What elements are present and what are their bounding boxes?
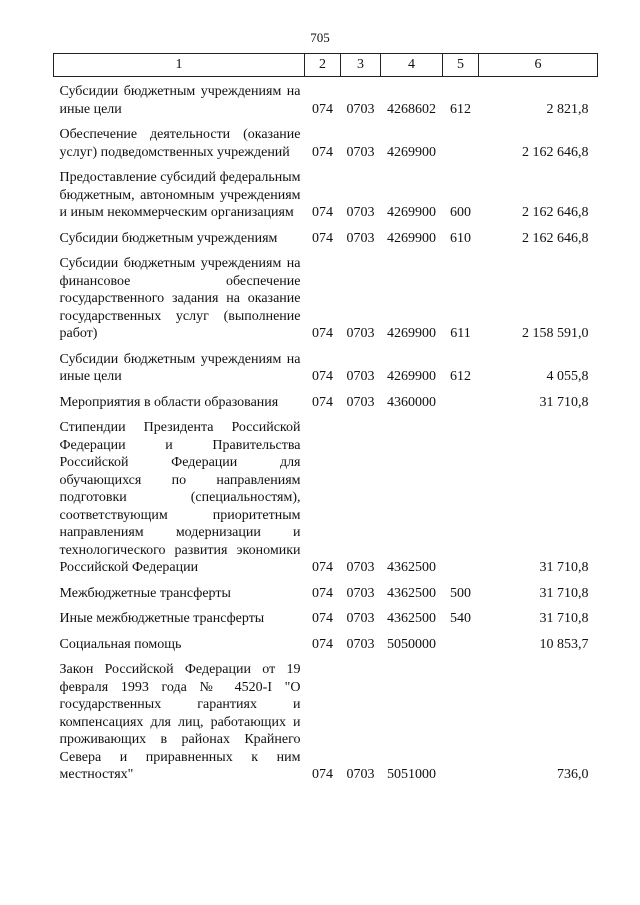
budget-table <box>53 53 598 792</box>
item-name: Иные межбюджетные трансферты <box>59 611 265 626</box>
target-article-code: 4360000 <box>387 394 436 410</box>
column-header-2: 2 <box>305 54 341 77</box>
ministry-code: 074 <box>312 205 333 220</box>
ministry-code: 074 <box>312 144 333 160</box>
expense-type-code <box>443 394 479 420</box>
amount: 4 055,8 <box>546 369 589 384</box>
table-row <box>54 394 598 420</box>
expense-type-code: 611 <box>450 326 471 341</box>
amount: 2 821,8 <box>546 101 589 117</box>
ministry-code: 074 <box>312 560 333 575</box>
expense-type-code: 612 <box>450 369 471 384</box>
page-number: 705 <box>310 30 330 45</box>
amount: 31 710,8 <box>539 585 589 601</box>
column-header-4: 4 <box>381 54 443 77</box>
column-header-6: 6 <box>479 54 598 77</box>
ministry-code: 074 <box>312 611 333 626</box>
table-row <box>54 351 598 394</box>
section-code: 0703 <box>346 230 375 246</box>
expense-type-code: 610 <box>450 230 471 246</box>
target-article-code: 4269900 <box>387 326 436 341</box>
expense-type-code <box>443 419 479 585</box>
table-row <box>54 126 598 169</box>
amount: 31 710,8 <box>539 611 589 626</box>
target-article-code: 4362500 <box>387 560 436 575</box>
table-row <box>54 419 598 585</box>
amount: 2 158 591,0 <box>522 326 589 341</box>
target-article-code: 4269900 <box>387 205 436 220</box>
table-row <box>54 661 598 792</box>
section-code: 0703 <box>346 369 375 384</box>
item-name: Субсидии бюджетным учреждениям <box>59 230 278 246</box>
target-article-code: 4268602 <box>387 101 436 117</box>
table-row <box>54 610 598 636</box>
table-row <box>54 77 598 127</box>
amount: 31 710,8 <box>539 394 589 410</box>
amount: 2 162 646,8 <box>522 205 589 220</box>
column-header-3: 3 <box>341 54 381 77</box>
section-code: 0703 <box>346 101 375 117</box>
ministry-code: 074 <box>312 394 333 410</box>
table-row <box>54 255 598 351</box>
target-article-code: 5050000 <box>387 636 436 652</box>
ministry-code: 074 <box>312 101 333 117</box>
item-name: Межбюджетные трансферты <box>59 585 231 601</box>
target-article-code: 4269900 <box>387 144 436 160</box>
section-code: 0703 <box>346 205 375 220</box>
item-name: Субсидии бюджетным учреждениям на иные цели <box>59 84 301 117</box>
section-code: 0703 <box>346 636 375 652</box>
item-name: Субсидии бюджетным учреждениям на иные цели <box>59 351 301 384</box>
amount: 31 710,8 <box>539 560 589 575</box>
section-code: 0703 <box>346 394 375 410</box>
section-code: 0703 <box>346 585 375 601</box>
expense-type-code <box>443 126 479 169</box>
item-name: Стипендии Президента Российской Федерации и Правительства Российской Федерации для обучающихся по направлениям подготовки (специальностям), соответствующим приоритетным направлениям модернизации и технологического развития экономики Российской Федерации <box>59 420 301 575</box>
section-code: 0703 <box>346 326 375 341</box>
table-row <box>54 230 598 256</box>
item-name: Обеспечение деятельности (оказание услуг) подведомственных учреждений <box>59 127 301 160</box>
table-row <box>54 169 598 230</box>
target-article-code: 4362500 <box>387 585 436 601</box>
expense-type-code <box>443 661 479 792</box>
section-code: 0703 <box>346 611 375 626</box>
target-article-code: 4269900 <box>387 369 436 384</box>
item-name: Мероприятия в области образования <box>59 394 279 410</box>
table-row <box>54 636 598 662</box>
target-article-code: 5051000 <box>387 767 436 782</box>
amount: 736,0 <box>557 767 589 782</box>
expense-type-code <box>443 636 479 662</box>
table-row <box>54 585 598 611</box>
amount: 2 162 646,8 <box>522 230 589 246</box>
ministry-code: 074 <box>312 585 333 601</box>
item-name: Предоставление субсидий федеральным бюджетным, автономным учреждениям и иным некоммерческим организациям <box>59 170 301 220</box>
target-article-code: 4362500 <box>387 611 436 626</box>
section-code: 0703 <box>346 144 375 160</box>
column-header-5: 5 <box>443 54 479 77</box>
ministry-code: 074 <box>312 230 333 246</box>
expense-type-code: 500 <box>450 585 471 601</box>
ministry-code: 074 <box>312 369 333 384</box>
table-header <box>54 54 598 77</box>
section-code: 0703 <box>346 767 375 782</box>
expense-type-code: 600 <box>450 205 471 220</box>
expense-type-code: 612 <box>450 101 471 117</box>
expense-type-code: 540 <box>450 611 471 626</box>
target-article-code: 4269900 <box>387 230 436 246</box>
ministry-code: 074 <box>312 767 333 782</box>
ministry-code: 074 <box>312 326 333 341</box>
table-body <box>54 77 598 792</box>
item-name: Закон Российской Федерации от 19 февраля 1993 года № 4520-I "О государственных гарантиях и компенсациях для лиц, работающих и проживающих в районах Крайнего Севера и приравненных к ним местностях" <box>59 662 301 782</box>
amount: 10 853,7 <box>539 636 589 652</box>
amount: 2 162 646,8 <box>522 144 589 160</box>
column-header-1: 1 <box>54 54 305 77</box>
item-name: Социальная помощь <box>59 636 182 652</box>
item-name: Субсидии бюджетным учреждениям на финансовое обеспечение государственного задания на оказание государственных услуг (выполнение работ) <box>59 256 301 341</box>
section-code: 0703 <box>346 560 375 575</box>
ministry-code: 074 <box>312 636 333 652</box>
